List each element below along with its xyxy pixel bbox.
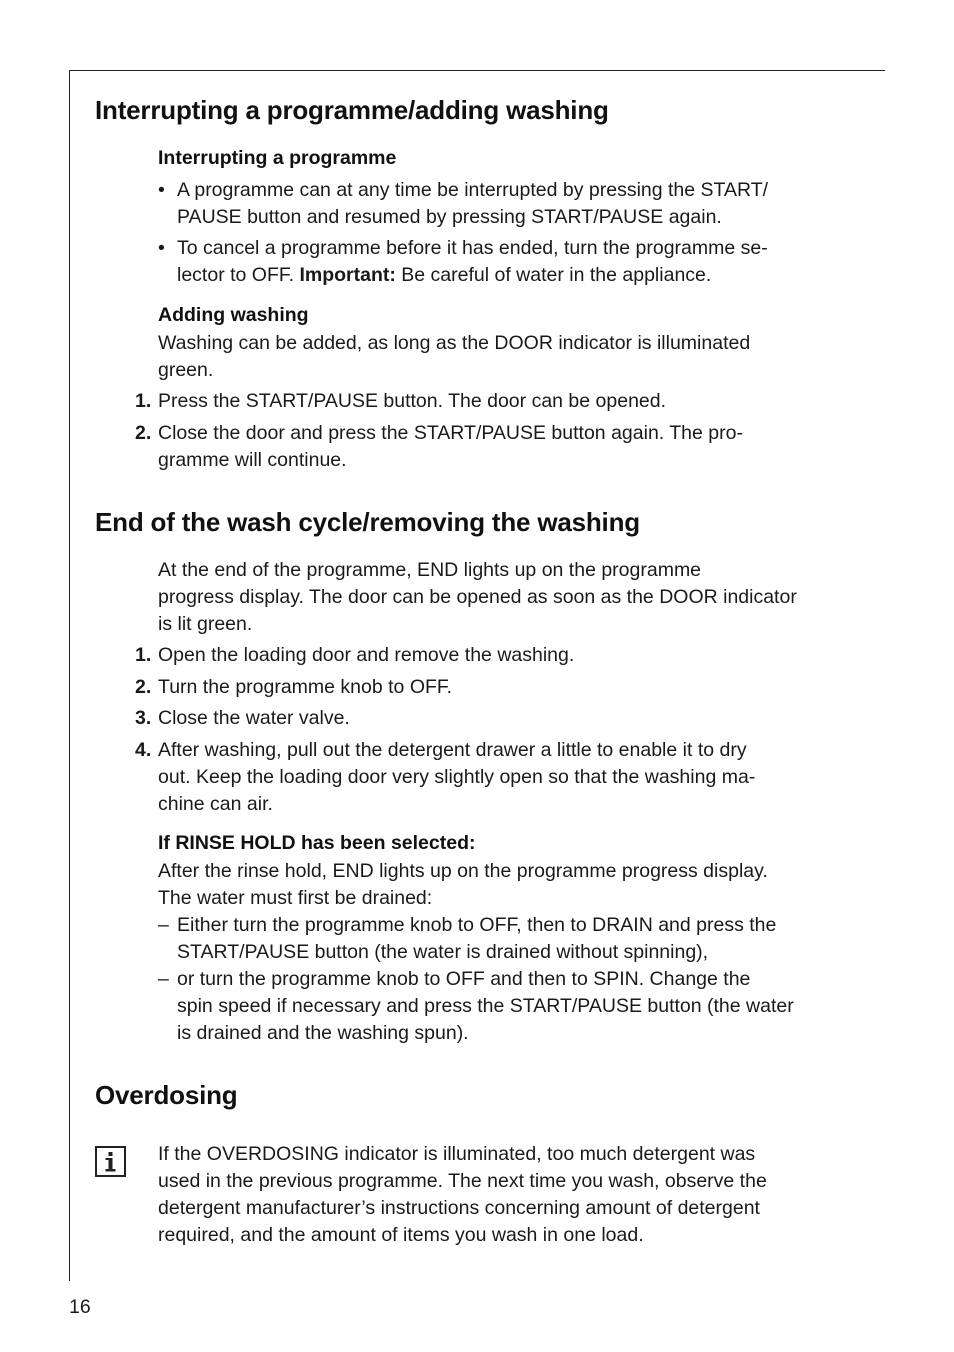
bullet-interrupt — [158, 177, 768, 231]
dash-line: is drained and the washing spun). — [177, 1022, 469, 1044]
left-rule — [69, 70, 70, 1281]
step-line: Close the door and press the START/PAUSE button again. The pro- — [158, 422, 743, 444]
paragraph-overdosing — [158, 1141, 767, 1249]
dash-item-drain — [158, 912, 776, 966]
step-line: out. Keep the loading door very slightly open so that the washing ma- — [158, 766, 756, 788]
step-line: gramme will continue. — [158, 449, 347, 471]
step-number: 4. — [135, 739, 152, 761]
paragraph-line: required, and the amount of items you wash in one load. — [158, 1224, 644, 1246]
paragraph-line: If the OVERDOSING indicator is illuminated, too much detergent was — [158, 1143, 756, 1165]
step-line: Turn the programme knob to OFF. — [158, 676, 453, 698]
paragraph-line: is lit green. — [158, 613, 253, 635]
dash-line: spin speed if necessary and press the START/PAUSE button (the water — [177, 995, 794, 1017]
step-2-end — [135, 674, 452, 701]
paragraph-line: progress display. The door can be opened as soon as the DOOR indicator — [158, 586, 797, 608]
bullet-line — [158, 262, 768, 289]
text-run: lector to OFF. — [177, 264, 300, 286]
bullet-mark: • — [158, 179, 165, 201]
paragraph-line: used in the previous programme. The next time you wash, observe the — [158, 1170, 767, 1192]
subheading-adding-washing: Adding washing — [158, 304, 309, 326]
dash-line: START/PAUSE button (the water is drained without spinning), — [177, 941, 709, 963]
step-line: After washing, pull out the detergent drawer a little to enable it to dry — [158, 739, 747, 761]
paragraph-line: The water must first be drained: — [158, 887, 433, 909]
bullet-mark: • — [158, 237, 165, 259]
step-number: 3. — [135, 707, 152, 729]
dash-mark: – — [158, 914, 169, 936]
step-2-adding — [135, 420, 743, 474]
paragraph-end-of-programme — [158, 557, 797, 638]
paragraph-rinse-hold — [158, 858, 768, 912]
step-number: 1. — [135, 390, 152, 412]
step-4-end — [135, 737, 755, 818]
bullet-line: To cancel a programme before it has ended, turn the programme se- — [177, 237, 768, 259]
paragraph-adding-washing — [158, 330, 750, 384]
bullet-cancel — [158, 235, 768, 289]
subheading-rinse-hold: If RINSE HOLD has been selected: — [158, 832, 476, 854]
paragraph-line: green. — [158, 359, 214, 381]
dash-item-spin — [158, 966, 794, 1047]
step-number: 1. — [135, 644, 152, 666]
step-number: 2. — [135, 676, 152, 698]
text-run: Be careful of water in the appliance. — [395, 264, 712, 286]
paragraph-line: After the rinse hold, END lights up on the programme progress display. — [158, 860, 768, 882]
page-number: 16 — [69, 1296, 91, 1318]
step-line: chine can air. — [158, 793, 273, 815]
info-icon-glyph — [97, 1148, 124, 1175]
heading-overdosing: Overdosing — [95, 1080, 238, 1110]
dash-line: Either turn the programme knob to OFF, then to DRAIN and press the — [177, 914, 777, 936]
dash-line: or turn the programme knob to OFF and then to SPIN. Change the — [177, 968, 751, 990]
dash-mark: – — [158, 968, 169, 990]
heading-end-of-wash-cycle: End of the wash cycle/removing the washing — [95, 507, 640, 537]
step-1-adding — [135, 388, 666, 415]
step-line: Open the loading door and remove the washing. — [158, 644, 575, 666]
step-number: 2. — [135, 422, 152, 444]
step-line: Close the water valve. — [158, 707, 350, 729]
step-1-end — [135, 642, 574, 669]
paragraph-line: At the end of the programme, END lights up on the programme — [158, 559, 702, 581]
important-label: Important: — [299, 264, 396, 286]
paragraph-line: detergent manufacturer’s instructions concerning amount of detergent — [158, 1197, 760, 1219]
heading-interrupting: Interrupting a programme/adding washing — [95, 95, 609, 125]
step-line: Press the START/PAUSE button. The door can be opened. — [158, 390, 667, 412]
top-rule — [69, 70, 885, 71]
bullet-line: A programme can at any time be interrupted by pressing the START/ — [177, 179, 769, 201]
step-3-end — [135, 705, 350, 732]
bullet-line: PAUSE button and resumed by pressing START/PAUSE again. — [177, 206, 722, 228]
subheading-interrupting-programme: Interrupting a programme — [158, 147, 397, 169]
paragraph-line: Washing can be added, as long as the DOOR indicator is illuminated — [158, 332, 751, 354]
info-icon — [95, 1146, 126, 1177]
